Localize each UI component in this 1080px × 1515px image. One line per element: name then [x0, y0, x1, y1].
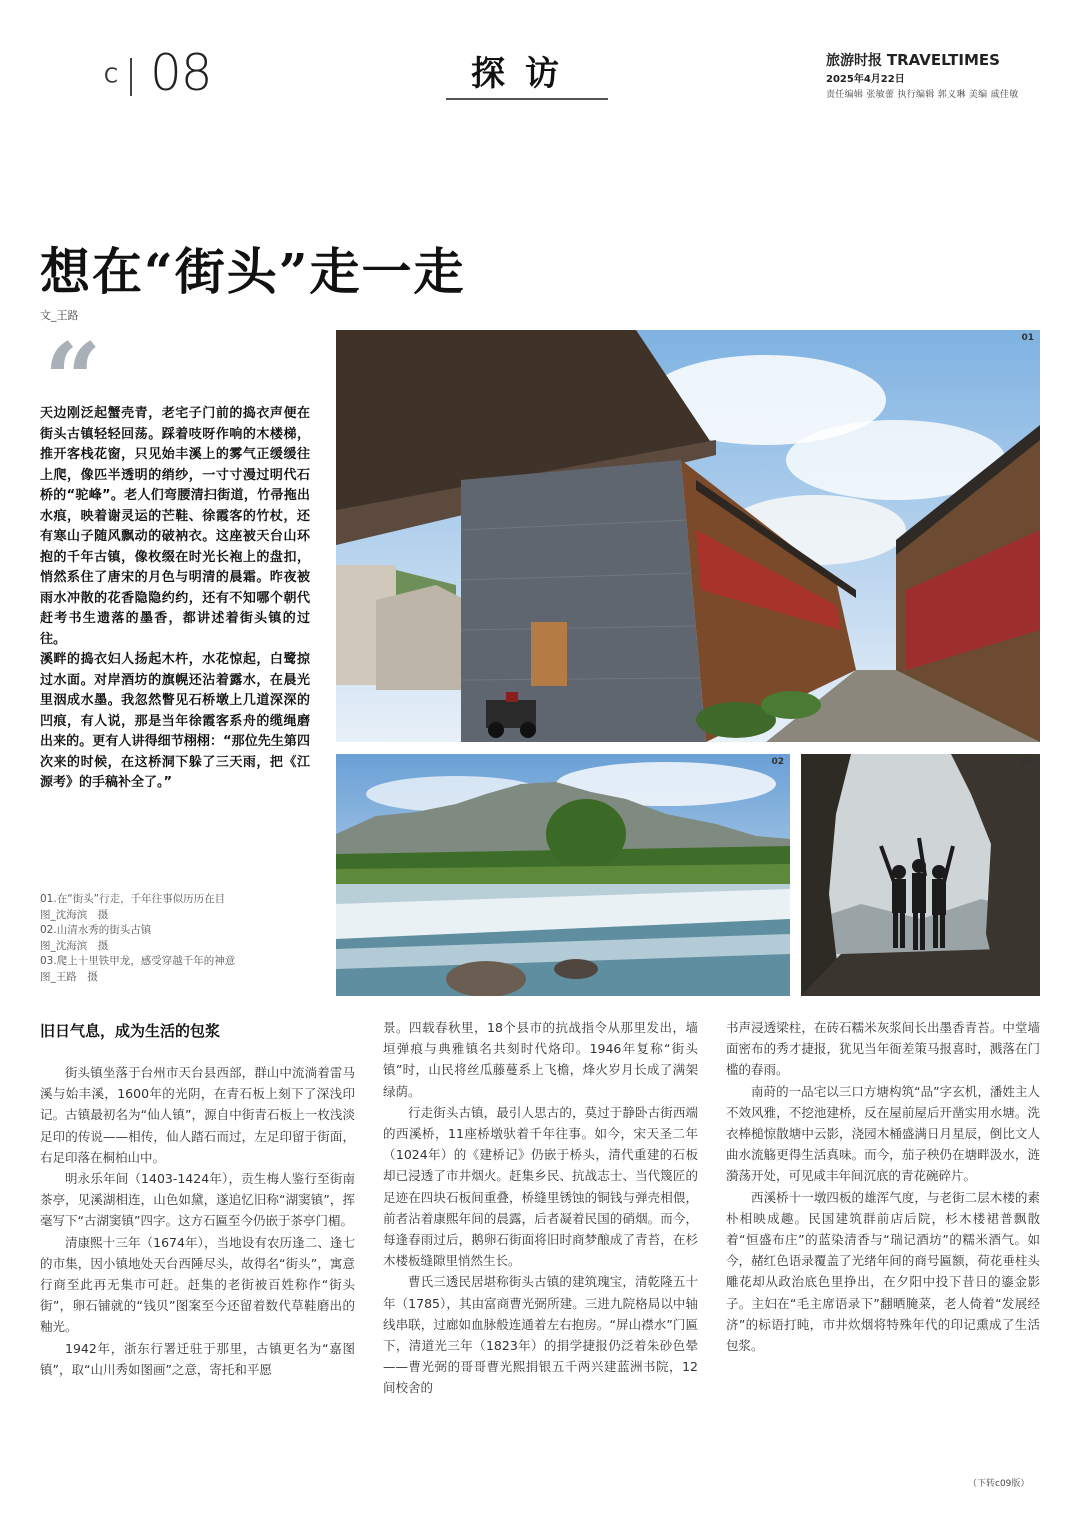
body-paragraph: 曹氏三透民居堪称街头古镇的建筑瑰宝，清乾隆五十年（1785），其由富商曹光弼所建。三进九院格局以中轴线串联，过廊如血脉般连通着左右抱房。“屏山襟水”门匾下，清道光三年（1823年）的捐学捷报仍泛着朱砂色晕——曹光弼的哥哥曹光熙捐银五千两兴建蓝洲书院，12间校舍的: [383, 1274, 698, 1396]
caption-line: 02.山清水秀的街头古镇: [40, 924, 152, 936]
article-intro: [40, 404, 310, 794]
continuation-note: （下转c09版）: [968, 1479, 1030, 1489]
section-code: C: [104, 58, 142, 96]
issue-date: 2025年4月22日: [826, 74, 905, 85]
caption-credit: 图_沈海滨 摄: [40, 908, 109, 921]
article-byline: 文_王路: [40, 309, 79, 322]
article-subheading: 旧日气息，成为生活的包浆: [40, 1022, 221, 1040]
river-weir-illustration: [336, 754, 790, 996]
old-street-illustration: [336, 330, 1040, 742]
page-number: 08: [150, 44, 212, 102]
section-name: 探访: [471, 54, 579, 94]
paper-name-en: TRAVELTIMES: [886, 51, 1000, 69]
body-paragraph: 书声浸透梁柱，在砖石糯米灰浆间长出墨香青苔。中堂墙面密布的秀才捷报，犹见当年衙差策马报喜时，溅落在门槛的春雨。: [726, 1020, 1040, 1078]
rock-arch-illustration: [801, 754, 1040, 996]
quote-mark-icon: “: [44, 321, 102, 439]
article-title: 想在“街头”走一走: [40, 242, 466, 301]
paper-name-cn: 旅游时报: [826, 53, 882, 69]
text-column-2: [383, 1017, 698, 1399]
photo-number: 02: [771, 757, 784, 767]
text-column-3: [726, 1017, 1040, 1356]
photo-rock-arch: [801, 754, 1040, 996]
body-paragraph: 街头镇坐落于台州市天台县西部，群山中流淌着雷马溪与始丰溪，1600年的光阴，在青石板上刻下了深浅印记。古镇最初名为“仙人镇”，源自中街青石板上一枚浅淡足印的传说——相传，仙人踏石而过，左足印留于街面，右足印落在桐柏山中。: [40, 1065, 355, 1165]
photo-river-weir: [336, 754, 790, 996]
intro-paragraph: 天边刚泛起蟹壳青，老宅子门前的捣衣声便在街头古镇轻轻回荡。踩着吱呀作响的木楼梯，推开客栈花窗，只见始丰溪上的雾气正缓缓往上爬，像匹半透明的绡纱，一寸寸漫过明代石桥的“驼峰”。老人们弯腰清扫街道，竹帚拖出水痕，映着谢灵运的芒鞋、徐霞客的竹杖，还有寒山子随风飘动的破衲衣。这座被天台山环抱的千年古镇，像枚缀在时光长袍上的盘扣，悄然系住了唐宋的月色与明清的晨霜。昨夜被雨水冲散的花香隐隐约约，还有不知哪个朝代赶考书生遗落的墨香，都讲述着街头镇的过往。: [40, 406, 310, 647]
photo-old-street: [336, 330, 1040, 742]
intro-paragraph: 溪畔的捣衣妇人扬起木杵，水花惊起，白鹭掠过水面。对岸酒坊的旗幌还沾着露水，在晨光里洇成水墨。我忽然瞥见石桥墩上几道深深的凹痕，有人说，那是当年徐霞客系舟的缆绳磨出来的。更有人讲得细节栩栩：“那位先生第四次来的时候，在这桥洞下躲了三天雨，把《江源考》的手稿补全了。”: [40, 652, 310, 790]
section-divider: [130, 58, 132, 96]
body-paragraph: 1942年，浙东行署迁驻于那里，古镇更名为“嘉图镇”，取“山川秀如图画”之意，寄托和平愿: [40, 1340, 355, 1377]
body-paragraph: 西溪桥十一墩四板的雄浑气度，与老街二层木楼的素朴相映成趣。民国建筑群前店后院，杉木楼裙普飘散着“恒盛布庄”的蓝染清香与“瑞记酒坊”的糯米酒气。如今，赭红色语录覆盖了光绪年间的商号匾额，荷花垂柱头雕花却从政治底色里挣出，在夕阳中投下昔日的鎏金影子。主妇在“毛主席语录下”翻晒腌菜，老人倚着“发展经济”的标语打盹，市井炊烟将特殊年代的印记熏成了生活包浆。: [726, 1189, 1040, 1354]
photo-number: 03: [1021, 757, 1034, 767]
photo-captions: [40, 892, 310, 985]
caption-credit: 图_王路 摄: [40, 970, 98, 983]
editor-credits: 责任编辑 张敏蕾 执行编辑 郭义琳 美编 戚佳敏: [826, 90, 1019, 100]
paper-masthead: [826, 50, 1000, 70]
body-paragraph: 明永乐年间（1403-1424年），贡生梅人鉴行至街南茶亭，见溪湖相连，山色如黛，遂追忆旧称“湖窦镇”，挥毫写下“古湖窦镇”四字。这方石匾至今仍嵌于茶亭门楣。: [40, 1171, 355, 1229]
photo-number: 01: [1021, 333, 1034, 343]
section-underline: [446, 98, 608, 100]
text-column-1: [40, 1062, 355, 1380]
caption-line: 01.在“街头”行走，千年往事似历历在目: [40, 893, 226, 905]
caption-line: 03.爬上十里铁甲龙，感受穿越千年的神意: [40, 955, 236, 967]
body-paragraph: 清康熙十三年（1674年），当地设有农历逢二、逢七的市集，因小镇地处天台西陲尽头，故得名“街头”，寓意行商至此再无集市可赶。赶集的老街被百姓称作“街头街”，卵石铺就的“钱贝”图案至今还留着数代草鞋磨出的釉光。: [40, 1234, 355, 1335]
body-paragraph: 南莳的一品宅以三口方塘构筑“品”字玄机，潘姓主人不效风雅，不挖池建桥，反在屋前屋后开凿实用水塘。洗衣棒槌惊散塘中云影，浇园木桶盛满日月星辰，倒比文人曲水流觞更得生活真味。而今，茄子秧仍在塘畔汲水，涟漪荡开处，可见咸丰年间沉底的青花碗碎片。: [726, 1083, 1040, 1184]
body-paragraph: 景。四载春秋里，18个县市的抗战指令从那里发出，墙垣弹痕与典雅镇名共刻时代烙印。1946年复称“街头镇”时，山民将丝瓜藤蔓系上飞檐，烽火岁月长成了满架绿荫。: [383, 1020, 698, 1099]
caption-credit: 图_沈海滨 摄: [40, 939, 109, 952]
body-paragraph: 行走街头古镇，最引人思古的，莫过于静卧古街西端的西溪桥，11座桥墩驮着千年往事。如今，宋天圣二年（1024年）的《建桥记》仍嵌于桥头，清代重建的石板却已浸透了市井烟火。赶集乡民、抗战志士、当代篾匠的足迹在四块石板间重叠，桥缝里锈蚀的铜钱与弹壳相偎，前者沾着康熙年间的晨露，后者凝着民国的硝烟。而今，每逢春雨过后，鹅卵石街面将旧时商梦酿成了青苔，在杉木楼板缝隙里悄然生长。: [383, 1104, 698, 1269]
